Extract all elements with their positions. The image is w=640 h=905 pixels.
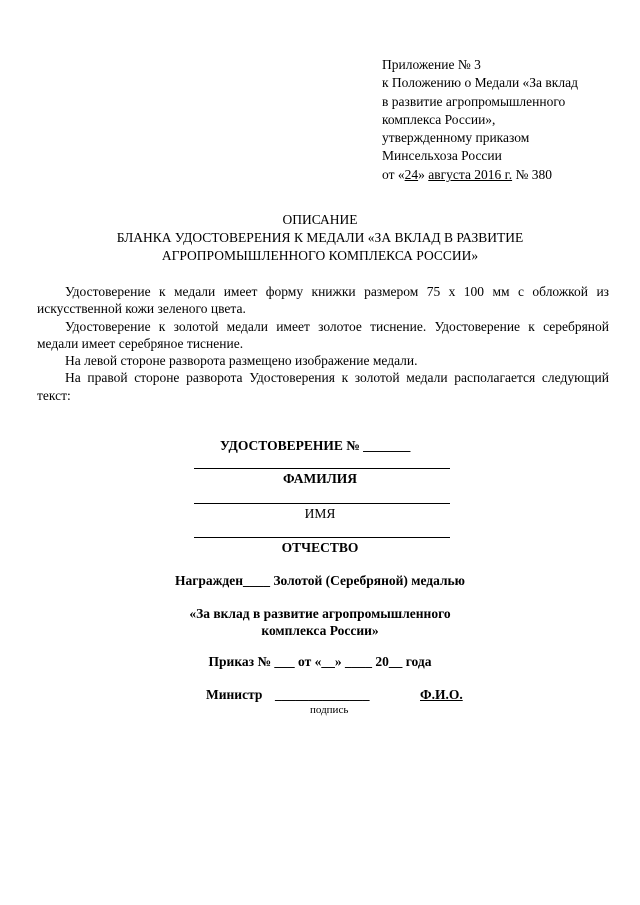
appendix-line: комплекса России», xyxy=(382,111,496,127)
appendix-line: Приложение № 3 xyxy=(382,57,481,72)
paragraph: На правой стороне разворота Удостоверения к золотой медали располагается следующий текст: xyxy=(37,370,609,403)
signature-line: ______________ xyxy=(275,687,370,702)
medal-name-line-1: «За вклад в развитие агропромышленного xyxy=(189,606,451,621)
name-label: ИМЯ xyxy=(304,506,336,521)
appendix-line: утвержденному приказом xyxy=(382,130,530,146)
awarded-line: Награжден____ Золотой (Серебряной) медалью xyxy=(175,573,465,588)
date-mid: » xyxy=(418,166,429,182)
date-month-year: августа 2016 г. xyxy=(428,166,513,182)
medal-name-line-2: комплекса России» xyxy=(261,623,379,638)
surname-label: ФАМИЛИЯ xyxy=(282,471,358,486)
heading-subtitle-1: БЛАНКА УДОСТОВЕРЕНИЯ К МЕДАЛИ «ЗА ВКЛАД В РАЗВИТИЕ xyxy=(116,230,524,245)
description-body xyxy=(37,283,609,404)
paragraph: Удостоверение к медали имеет форму книжки размером 75 x 100 мм с обложкой из искусственной кожи зеленого цвета. xyxy=(37,284,609,317)
date-day: 24 xyxy=(404,166,419,182)
appendix-line: к Положению о Медали «За вклад xyxy=(382,75,578,91)
certificate-number: УДОСТОВЕРЕНИЕ № _______ xyxy=(220,438,411,453)
divider xyxy=(194,503,450,504)
paragraph: На левой стороне разворота размещено изображение медали. xyxy=(65,353,418,369)
appendix-line: Минсельхоза России xyxy=(382,148,502,164)
divider xyxy=(194,537,450,538)
date-prefix: от « xyxy=(382,166,405,182)
divider xyxy=(194,468,450,469)
paragraph: Удостоверение к золотой медали имеет золотое тиснение. Удостоверение к серебряной медали имеет серебряное тиснение. xyxy=(37,318,609,351)
order-line: Приказ № ___ от «__» ____ 20__ года xyxy=(208,654,432,669)
minister-label: Министр xyxy=(206,687,263,702)
date-number: № 380 xyxy=(512,166,552,182)
appendix-line: в развитие агропромышленного xyxy=(382,93,566,109)
signature-caption: подпись xyxy=(310,704,349,716)
patronymic-label: ОТЧЕСТВО xyxy=(281,540,359,555)
appendix-block xyxy=(382,56,578,184)
fio-label: Ф.И.О. xyxy=(420,687,463,702)
document-heading xyxy=(0,211,640,265)
heading-title: ОПИСАНИЕ xyxy=(282,212,358,227)
appendix-date xyxy=(382,166,578,184)
heading-subtitle-2: АГРОПРОМЫШЛЕННОГО КОМПЛЕКСА РОССИИ» xyxy=(161,248,479,263)
